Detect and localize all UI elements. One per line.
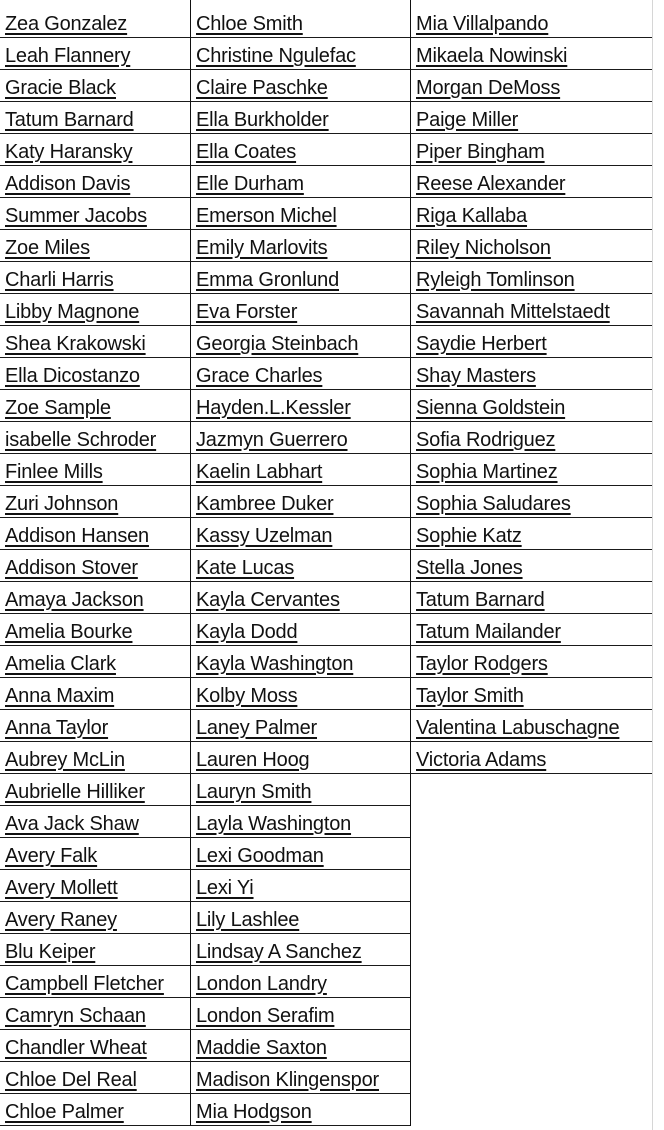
- name-link[interactable]: Lily Lashlee: [196, 909, 300, 931]
- name-link[interactable]: Katy Haransky: [5, 141, 133, 163]
- name-link[interactable]: Jazmyn Guerrero: [196, 429, 348, 451]
- name-link[interactable]: Sophia Saludares: [416, 493, 571, 515]
- name-link[interactable]: Layla Washington: [196, 813, 352, 835]
- name-link[interactable]: Elle Durham: [196, 173, 304, 195]
- table-cell[interactable]: [0, 582, 190, 614]
- table-cell[interactable]: [411, 550, 652, 582]
- name-link[interactable]: Maddie Saxton: [196, 1037, 327, 1059]
- column-c: [411, 0, 653, 774]
- name-link[interactable]: Kambree Duker: [196, 493, 334, 515]
- name-link[interactable]: Saydie Herbert: [416, 333, 547, 355]
- name-link[interactable]: Mia Hodgson: [196, 1101, 312, 1123]
- table-cell[interactable]: [0, 134, 190, 166]
- name-link[interactable]: Valentina Labuschagne: [416, 717, 620, 739]
- table-cell[interactable]: [0, 902, 190, 934]
- name-link[interactable]: Riga Kallaba: [416, 205, 528, 227]
- table-cell[interactable]: [0, 486, 190, 518]
- name-link[interactable]: London Landry: [196, 973, 327, 995]
- name-link[interactable]: Anna Maxim: [5, 685, 115, 707]
- name-link[interactable]: Avery Falk: [5, 845, 98, 867]
- table-cell[interactable]: [411, 294, 652, 326]
- name-link[interactable]: Taylor Smith: [416, 685, 524, 707]
- name-link[interactable]: Charli Harris: [5, 269, 114, 291]
- gridline: [652, 0, 664, 1130]
- name-link[interactable]: Sophie Katz: [416, 525, 522, 547]
- table-cell[interactable]: [0, 454, 190, 486]
- name-link[interactable]: Chloe Smith: [196, 13, 303, 35]
- table-cell[interactable]: [191, 486, 410, 518]
- table-cell[interactable]: [0, 806, 190, 838]
- name-link[interactable]: Kassy Uzelman: [196, 525, 333, 547]
- table-cell[interactable]: [191, 198, 410, 230]
- table-cell[interactable]: [0, 358, 190, 390]
- table-cell[interactable]: [0, 518, 190, 550]
- name-link[interactable]: Sophia Martinez: [416, 461, 558, 483]
- name-link[interactable]: Mia Villalpando: [416, 13, 549, 35]
- table-cell[interactable]: [0, 1094, 190, 1126]
- table-cell[interactable]: [0, 6, 190, 38]
- table-cell[interactable]: [411, 422, 652, 454]
- name-link[interactable]: Shea Krakowski: [5, 333, 146, 355]
- name-link[interactable]: Chandler Wheat: [5, 1037, 147, 1059]
- name-link[interactable]: Zea Gonzalez: [5, 13, 128, 35]
- table-cell[interactable]: [191, 102, 410, 134]
- name-link[interactable]: Claire Paschke: [196, 77, 328, 99]
- table-cell[interactable]: [0, 38, 190, 70]
- name-link[interactable]: Zoe Miles: [5, 237, 90, 259]
- name-link[interactable]: Kayla Dodd: [196, 621, 298, 643]
- table-cell[interactable]: [191, 710, 410, 742]
- name-link[interactable]: Ava Jack Shaw: [5, 813, 139, 835]
- table-cell[interactable]: [0, 70, 190, 102]
- name-link[interactable]: Ryleigh Tomlinson: [416, 269, 575, 291]
- name-link[interactable]: Lexi Yi: [196, 877, 254, 899]
- name-link[interactable]: Avery Raney: [5, 909, 117, 931]
- table-cell[interactable]: [191, 166, 410, 198]
- name-link[interactable]: Anna Taylor: [5, 717, 109, 739]
- table-cell[interactable]: [0, 294, 190, 326]
- table-cell[interactable]: [0, 614, 190, 646]
- table-cell[interactable]: [411, 230, 652, 262]
- table-cell[interactable]: [191, 134, 410, 166]
- name-link[interactable]: Addison Stover: [5, 557, 138, 579]
- name-link[interactable]: Christine Ngulefac: [196, 45, 356, 67]
- name-link[interactable]: London Serafim: [196, 1005, 335, 1027]
- name-link[interactable]: Hayden.L.Kessler: [196, 397, 351, 419]
- table-cell[interactable]: [411, 198, 652, 230]
- table-cell[interactable]: [191, 550, 410, 582]
- name-link[interactable]: Shay Masters: [416, 365, 536, 387]
- name-link[interactable]: Stella Jones: [416, 557, 523, 579]
- table-cell[interactable]: [0, 966, 190, 998]
- table-cell[interactable]: [0, 870, 190, 902]
- table-cell[interactable]: [411, 710, 652, 742]
- table-cell[interactable]: [191, 1062, 410, 1094]
- table-cell[interactable]: [191, 582, 410, 614]
- name-link[interactable]: Libby Magnone: [5, 301, 140, 323]
- name-link[interactable]: Ella Burkholder: [196, 109, 329, 131]
- table-cell[interactable]: [0, 710, 190, 742]
- table-cell[interactable]: [0, 1062, 190, 1094]
- name-link[interactable]: isabelle Schroder: [5, 429, 157, 451]
- table-cell[interactable]: [191, 518, 410, 550]
- table-cell[interactable]: [191, 1030, 410, 1062]
- name-link[interactable]: Summer Jacobs: [5, 205, 147, 227]
- table-cell[interactable]: [0, 422, 190, 454]
- table-cell[interactable]: [411, 70, 652, 102]
- name-link[interactable]: Mikaela Nowinski: [416, 45, 568, 67]
- table-cell[interactable]: [411, 486, 652, 518]
- table-cell[interactable]: [0, 262, 190, 294]
- name-link[interactable]: Victoria Adams: [416, 749, 547, 771]
- name-link[interactable]: Kaelin Labhart: [196, 461, 323, 483]
- name-link[interactable]: Savannah Mittelstaedt: [416, 301, 610, 323]
- name-link[interactable]: Kolby Moss: [196, 685, 298, 707]
- table-cell[interactable]: [411, 6, 652, 38]
- name-link[interactable]: Lindsay A Sanchez: [196, 941, 362, 963]
- name-link[interactable]: Camryn Schaan: [5, 1005, 146, 1027]
- table-cell[interactable]: [411, 646, 652, 678]
- table-cell[interactable]: [191, 678, 410, 710]
- table-cell[interactable]: [191, 326, 410, 358]
- table-cell[interactable]: [191, 294, 410, 326]
- table-cell[interactable]: [0, 102, 190, 134]
- name-link[interactable]: Amaya Jackson: [5, 589, 144, 611]
- table-cell[interactable]: [191, 390, 410, 422]
- table-cell[interactable]: [191, 742, 410, 774]
- name-link[interactable]: Chloe Palmer: [5, 1101, 124, 1123]
- column-b: [191, 0, 411, 1126]
- name-link[interactable]: Tatum Barnard: [416, 589, 545, 611]
- name-link[interactable]: Addison Hansen: [5, 525, 149, 547]
- name-link[interactable]: Addison Davis: [5, 173, 131, 195]
- name-link[interactable]: Emma Gronlund: [196, 269, 340, 291]
- table-cell[interactable]: [191, 6, 410, 38]
- name-link[interactable]: Zoe Sample: [5, 397, 111, 419]
- name-link[interactable]: Avery Mollett: [5, 877, 118, 899]
- table-cell[interactable]: [191, 934, 410, 966]
- name-link[interactable]: Georgia Steinbach: [196, 333, 359, 355]
- name-link[interactable]: Piper Bingham: [416, 141, 545, 163]
- name-link[interactable]: Tatum Mailander: [416, 621, 561, 643]
- table-cell[interactable]: [0, 678, 190, 710]
- table-cell[interactable]: [411, 742, 652, 774]
- table-cell[interactable]: [0, 998, 190, 1030]
- table-cell[interactable]: [191, 774, 410, 806]
- table-cell[interactable]: [191, 454, 410, 486]
- table-cell[interactable]: [411, 134, 652, 166]
- name-link[interactable]: Paige Miller: [416, 109, 519, 131]
- table-cell[interactable]: [191, 1094, 410, 1126]
- name-link[interactable]: Lauryn Smith: [196, 781, 312, 803]
- name-link[interactable]: Taylor Rodgers: [416, 653, 548, 675]
- name-link[interactable]: Madison Klingenspor: [196, 1069, 379, 1091]
- table-cell[interactable]: [411, 454, 652, 486]
- column-a: [0, 0, 191, 1126]
- name-link[interactable]: Aubrey McLin: [5, 749, 125, 771]
- name-link[interactable]: Grace Charles: [196, 365, 323, 387]
- name-link[interactable]: Campbell Fletcher: [5, 973, 164, 995]
- table-cell[interactable]: [411, 390, 652, 422]
- table-cell[interactable]: [411, 678, 652, 710]
- table-cell[interactable]: [191, 38, 410, 70]
- table-cell[interactable]: [0, 326, 190, 358]
- name-link[interactable]: Leah Flannery: [5, 45, 131, 67]
- name-link[interactable]: Eva Forster: [196, 301, 298, 323]
- table-cell[interactable]: [0, 390, 190, 422]
- name-link[interactable]: Laney Palmer: [196, 717, 317, 739]
- name-link[interactable]: Riley Nicholson: [416, 237, 551, 259]
- name-link[interactable]: Sienna Goldstein: [416, 397, 566, 419]
- table-cell[interactable]: [0, 742, 190, 774]
- name-link[interactable]: Kayla Washington: [196, 653, 354, 675]
- table-cell[interactable]: [411, 518, 652, 550]
- name-link[interactable]: Blu Keiper: [5, 941, 96, 963]
- table-cell[interactable]: [0, 230, 190, 262]
- table-cell[interactable]: [411, 326, 652, 358]
- table-cell[interactable]: [191, 646, 410, 678]
- name-link[interactable]: Lauren Hoog: [196, 749, 310, 771]
- name-link[interactable]: Amelia Clark: [5, 653, 116, 675]
- table-cell[interactable]: [411, 166, 652, 198]
- name-link[interactable]: Aubrielle Hilliker: [5, 781, 145, 803]
- table-cell[interactable]: [411, 102, 652, 134]
- table-cell[interactable]: [0, 838, 190, 870]
- name-link[interactable]: Amelia Bourke: [5, 621, 133, 643]
- table-cell[interactable]: [191, 262, 410, 294]
- table-cell[interactable]: [0, 774, 190, 806]
- name-link[interactable]: Lexi Goodman: [196, 845, 324, 867]
- table-cell[interactable]: [411, 614, 652, 646]
- table-cell[interactable]: [191, 230, 410, 262]
- table-cell[interactable]: [411, 262, 652, 294]
- table-cell[interactable]: [191, 422, 410, 454]
- name-link[interactable]: Morgan DeMoss: [416, 77, 561, 99]
- table-cell[interactable]: [411, 582, 652, 614]
- name-link[interactable]: Reese Alexander: [416, 173, 566, 195]
- name-link[interactable]: Emerson Michel: [196, 205, 337, 227]
- name-link[interactable]: Sofia Rodriguez: [416, 429, 556, 451]
- table-cell[interactable]: [0, 646, 190, 678]
- table-cell[interactable]: [0, 166, 190, 198]
- table-cell[interactable]: [0, 934, 190, 966]
- table-cell[interactable]: [0, 550, 190, 582]
- name-link[interactable]: Ella Dicostanzo: [5, 365, 140, 387]
- name-link[interactable]: Zuri Johnson: [5, 493, 119, 515]
- name-link[interactable]: Tatum Barnard: [5, 109, 134, 131]
- table-cell[interactable]: [191, 358, 410, 390]
- name-link[interactable]: Finlee Mills: [5, 461, 103, 483]
- name-link[interactable]: Gracie Black: [5, 77, 116, 99]
- table-cell[interactable]: [191, 614, 410, 646]
- table-cell[interactable]: [191, 838, 410, 870]
- table-cell[interactable]: [411, 38, 652, 70]
- table-cell[interactable]: [191, 870, 410, 902]
- table-cell[interactable]: [0, 1030, 190, 1062]
- name-link[interactable]: Kayla Cervantes: [196, 589, 340, 611]
- name-link[interactable]: Kate Lucas: [196, 557, 295, 579]
- name-link[interactable]: Ella Coates: [196, 141, 297, 163]
- table-cell[interactable]: [191, 70, 410, 102]
- name-link[interactable]: Chloe Del Real: [5, 1069, 137, 1091]
- table-cell[interactable]: [191, 966, 410, 998]
- table-cell[interactable]: [411, 358, 652, 390]
- table-cell[interactable]: [0, 198, 190, 230]
- table-cell[interactable]: [191, 902, 410, 934]
- table-cell[interactable]: [191, 998, 410, 1030]
- table-cell[interactable]: [191, 806, 410, 838]
- name-link[interactable]: Emily Marlovits: [196, 237, 328, 259]
